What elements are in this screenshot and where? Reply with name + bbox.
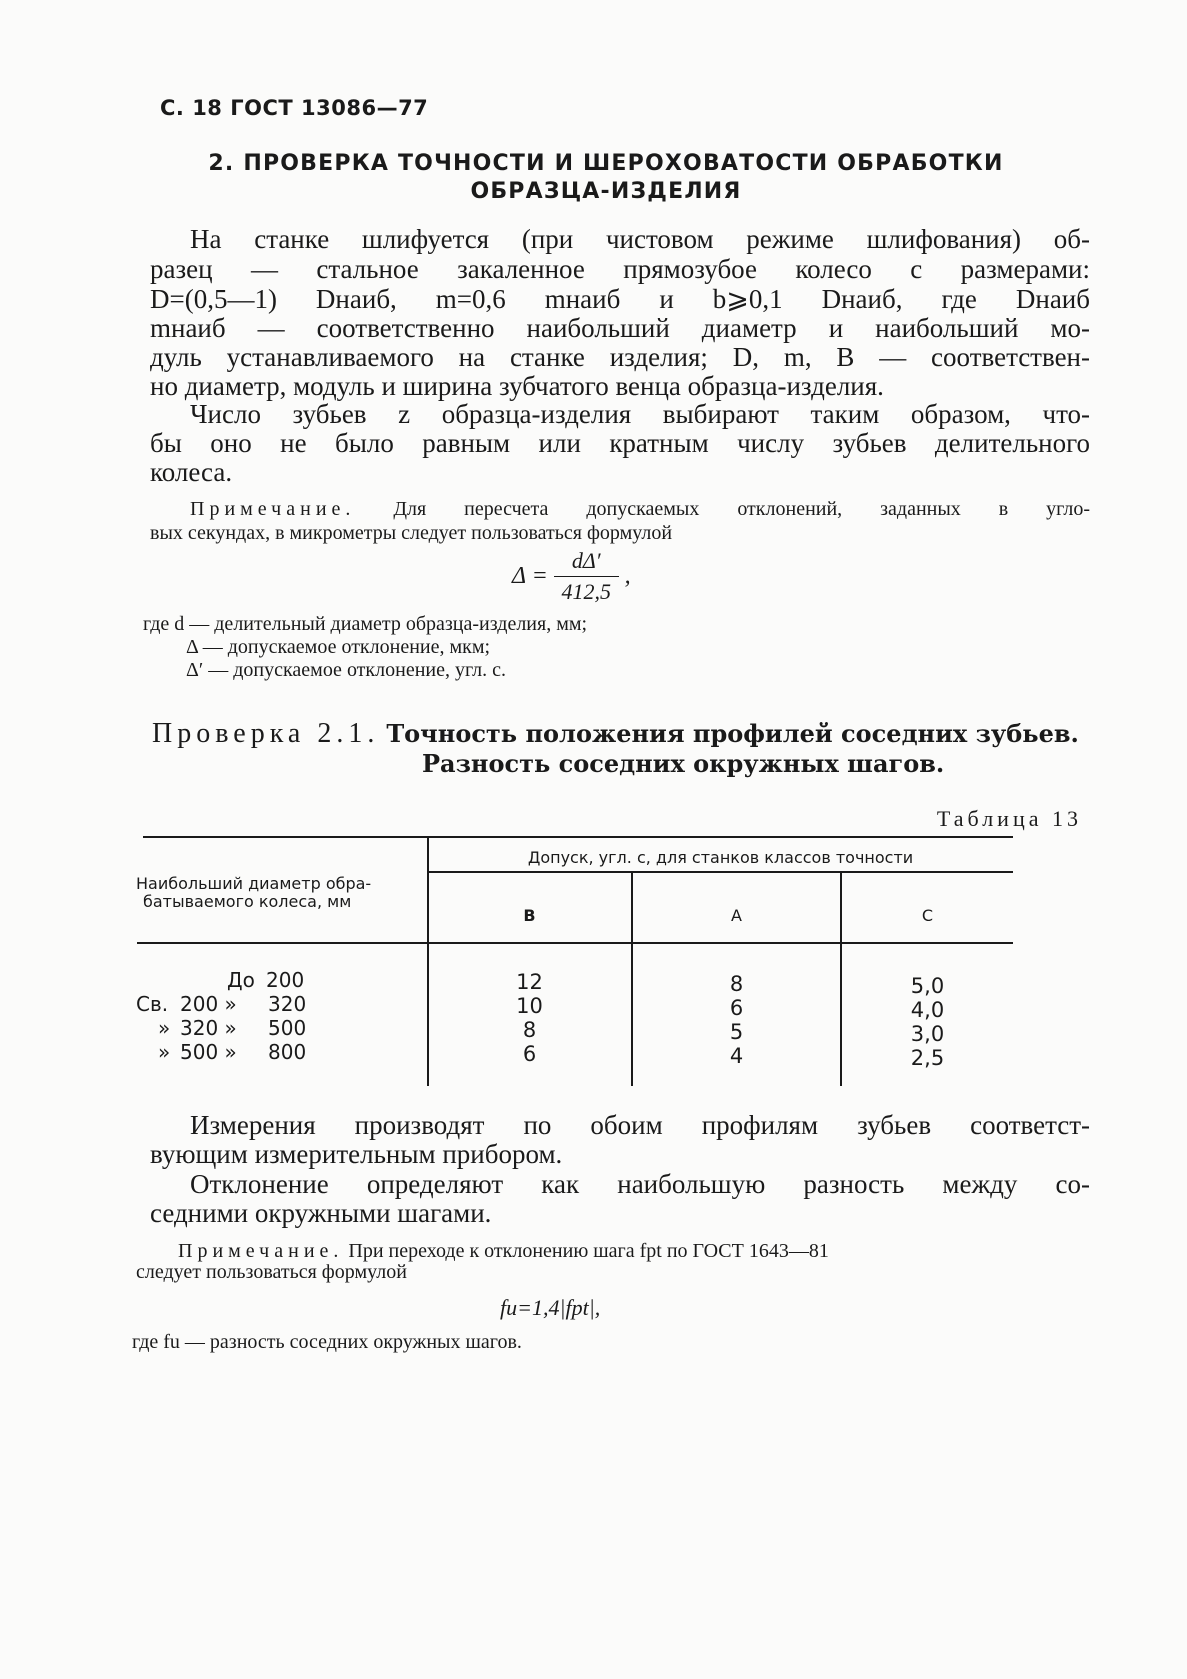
section-title-line1: 2. ПРОВЕРКА ТОЧНОСТИ И ШЕРОХОВАТОСТИ ОБРАБОТКИ bbox=[208, 151, 1004, 176]
paragraph-1-line-5: дуль устанавливаемого на станке изделия; D, m, B — соответствен- bbox=[150, 342, 1090, 372]
check-title-line1: Проверка 2.1. Точность положения профилей соседних зубьев. bbox=[152, 718, 1079, 749]
formula-fraction: $\frac{d\Delta'}{412,5}$ bbox=[554, 548, 619, 605]
table-column-a: 8 6 5 4 bbox=[729, 972, 744, 1068]
table-diameter-column bbox=[136, 968, 426, 1064]
table-column-b: 12 10 8 6 bbox=[516, 970, 543, 1066]
paragraph-1-line-2: разец — стальное закаленное прямозубое колесо с размерами: bbox=[150, 254, 1090, 284]
paragraph-4-line-1: Отклонение определяют как наибольшую разность между со- bbox=[190, 1169, 1090, 1199]
paragraph-2-line-3: колеса. bbox=[150, 457, 233, 487]
note-1-line-2: вых секундах, в микрометры следует пользоваться формулой bbox=[150, 522, 673, 544]
page-header: С. 18 ГОСТ 13086—77 bbox=[160, 96, 429, 120]
note-2-where: где fu — разность соседних окружных шагов. bbox=[132, 1331, 522, 1353]
paragraph-1-line-6: но диаметр, модуль и ширина зубчатого венца образца-изделия. bbox=[150, 371, 884, 401]
note-2-line-2: следует пользоваться формулой bbox=[136, 1261, 407, 1283]
paragraph-4-line-2: седними окружными шагами. bbox=[150, 1198, 492, 1228]
paragraph-2-line-1: Число зубьев z образца-изделия выбирают таким образом, что- bbox=[190, 399, 1090, 429]
paragraph-1-line-4: mнаиб — соответственно наибольший диаметр и наибольший мо- bbox=[150, 313, 1090, 343]
section-title-line2: ОБРАЗЦА-ИЗДЕЛИЯ bbox=[470, 179, 742, 204]
class-header-c: С bbox=[921, 906, 934, 925]
table-row: » 320 » 500 bbox=[158, 1016, 307, 1040]
table-row: До 200 bbox=[227, 968, 305, 992]
table-row: Св. 200 » 320 bbox=[136, 992, 307, 1016]
table-top-rule bbox=[143, 836, 1013, 838]
table-label: Таблица 13 bbox=[936, 806, 1082, 831]
table-col-header-line1: Наибольший диаметр обра- bbox=[136, 874, 372, 893]
paragraph-2-line-2: бы оно не было равным или кратным числу зубьев делительного bbox=[150, 428, 1090, 458]
note-2-line-1: Примечание. При переходе к отклонению шага fpt по ГОСТ 1643—81 bbox=[178, 1240, 829, 1262]
note-1-formula: Δ = $\frac{d\Delta'}{412,5}$ , bbox=[512, 548, 631, 604]
table-col-header-line2: батываемого колеса, мм bbox=[143, 892, 352, 911]
check-label: Проверка 2.1. bbox=[152, 718, 380, 749]
note-2-formula: fu=1,4|fpt|, bbox=[500, 1295, 601, 1320]
paragraph-1-line-1: На станке шлифуется (при чистовом режиме шлифования) об- bbox=[190, 224, 1090, 254]
paragraph-1-line-3: D=(0,5—1) Dнаиб, m=0,6 mнаиб и b⩾0,1 Dнаиб, где Dнаиб bbox=[150, 284, 1090, 314]
paragraph-3-line-1: Измерения производят по обоим профилям зубьев соответст- bbox=[190, 1110, 1090, 1140]
table-group-header: Допуск, угл. с, для станков классов точности bbox=[527, 848, 914, 867]
class-header-b: В bbox=[523, 906, 536, 925]
table-group-rule bbox=[428, 871, 1013, 873]
table-header-rule bbox=[137, 942, 1013, 944]
paragraph-3-line-2: вующим измерительным прибором. bbox=[150, 1139, 563, 1169]
note-2-label: Примечание. bbox=[178, 1240, 344, 1262]
check-title-line2: Разность соседних окружных шагов. bbox=[422, 749, 945, 778]
note-1-where-3: Δ′ — допускаемое отклонение, угл. с. bbox=[186, 659, 507, 681]
note-1-line-1: Примечание. Для пересчета допускаемых отклонений, заданных в угло- bbox=[190, 498, 1090, 520]
table-row: » 500 » 800 bbox=[158, 1040, 307, 1064]
note-1-where-1: где d — делительный диаметр образца-изделия, мм; bbox=[143, 613, 588, 635]
table-column-c: 5,0 4,0 3,0 2,5 bbox=[910, 974, 945, 1070]
note-1-where-2: Δ — допускаемое отклонение, мкм; bbox=[186, 636, 491, 658]
class-header-a: А bbox=[731, 906, 742, 925]
note-1-label: Примечание. bbox=[190, 498, 356, 520]
